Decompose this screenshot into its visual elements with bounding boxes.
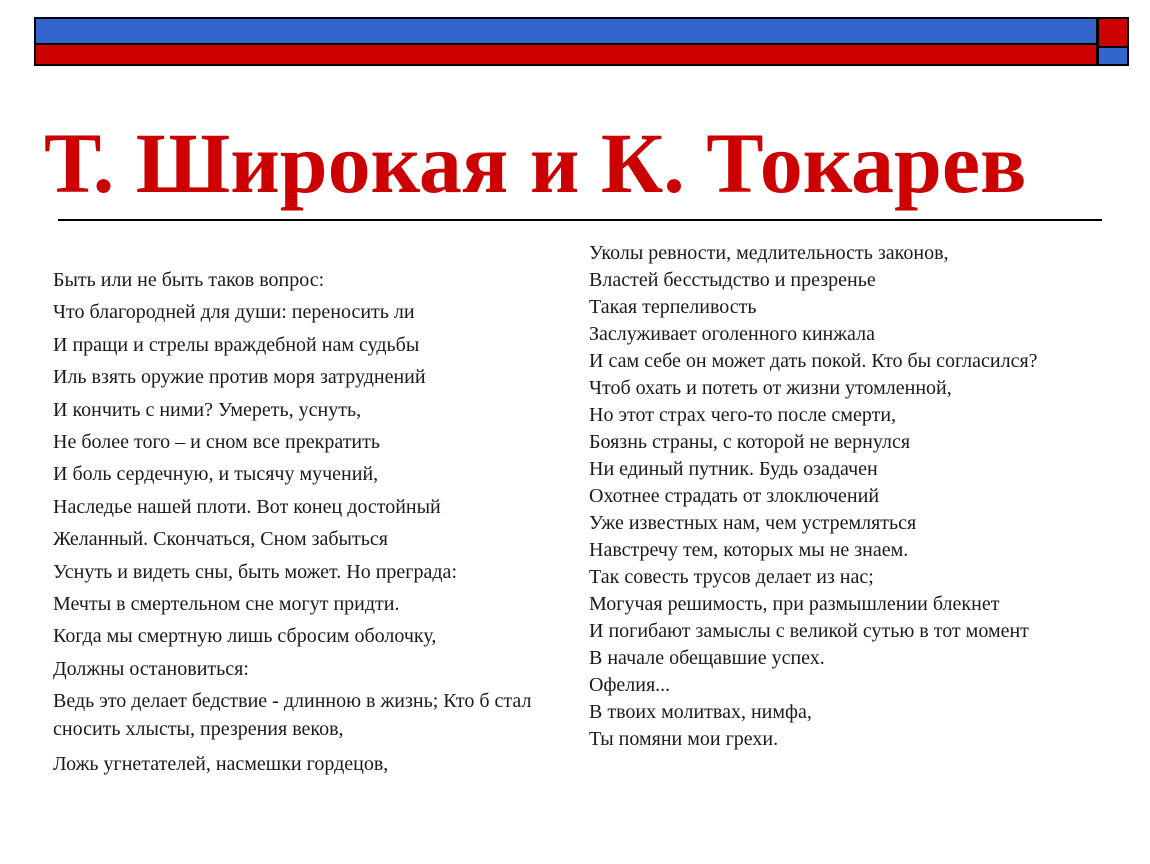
poem-line: В начале обещавшие успех. (589, 647, 825, 669)
poem-line: Наследье нашей плоти. Вот конец достойный (53, 495, 441, 518)
poem-line: Ведь это делает бедствие - длинною в жизнь; Кто б стал сносить хлысты, презрения веков, (53, 690, 532, 741)
header-bar-blue (34, 17, 1098, 45)
poem-line: Ни единый путник. Будь озадачен (589, 458, 878, 480)
poem-line: Уснуть и видеть сны, быть может. Но преграда: (53, 560, 457, 583)
poem-line: Желанный. Скончаться, Сном забыться (53, 528, 388, 551)
poem-line: Не более того – и сном все прекратить (53, 431, 380, 454)
header-bar-red (34, 45, 1098, 66)
poem-line: Так совесть трусов делает из нас; (589, 566, 874, 588)
poem-line: Боязнь страны, с которой не вернулся (589, 431, 911, 453)
poem-left-column (53, 264, 553, 781)
poem-line: Навстречу тем, которых мы не знаем. (589, 539, 909, 561)
title-divider (58, 219, 1102, 221)
poem-line: Охотнее страдать от злоключений (589, 485, 880, 507)
poem-line: Офелия... (589, 674, 671, 696)
poem-line: Чтоб охать и потеть от жизни утомленной, (589, 377, 952, 399)
poem-line: Уже известных нам, чем устремляться (589, 512, 917, 534)
poem-line: Но этот страх чего-то после смерти, (589, 404, 897, 426)
slide-title: Т. Широкая и К. Токарев (44, 115, 1027, 211)
corner-square-blue (1097, 46, 1129, 66)
poem-line: И погибают замыслы с великой сутью в тот момент (589, 620, 1029, 642)
poem-line: Что благородней для души: переносить ли (53, 301, 415, 324)
poem-line: Ты помяни мои грехи. (589, 728, 779, 750)
poem-line: Уколы ревности, медлительность законов, (589, 242, 949, 264)
poem-line: И кончить с ними? Умереть, уснуть, (53, 398, 362, 421)
poem-line: Властей бесстыдство и презренье (589, 269, 876, 291)
corner-square-red (1097, 17, 1129, 48)
poem-line: Быть или не быть таков вопрос: (53, 269, 325, 291)
poem-line: Когда мы смертную лишь сбросим оболочку, (53, 625, 437, 648)
poem-line: Ложь угнетателей, насмешки гордецов, (53, 753, 389, 776)
poem-line: Мечты в смертельном сне могут придти. (53, 593, 400, 616)
poem-right-column (589, 240, 1038, 753)
poem-line: Такая терпеливость (589, 296, 757, 318)
poem-line: И боль сердечную, и тысячу мучений, (53, 463, 379, 486)
poem-line: Могучая решимость, при размышлении блекнет (589, 593, 1000, 615)
poem-line: И сам себе он может дать покой. Кто бы согласился? (589, 350, 1038, 372)
poem-line: В твоих молитвах, нимфа, (589, 701, 812, 723)
poem-line: Должны остановиться: (53, 657, 249, 680)
poem-line: И пращи и стрелы враждебной нам судьбы (53, 333, 420, 356)
poem-line: Иль взять оружие против моря затруднений (53, 366, 426, 389)
poem-line: Заслуживает оголенного кинжала (589, 323, 875, 345)
